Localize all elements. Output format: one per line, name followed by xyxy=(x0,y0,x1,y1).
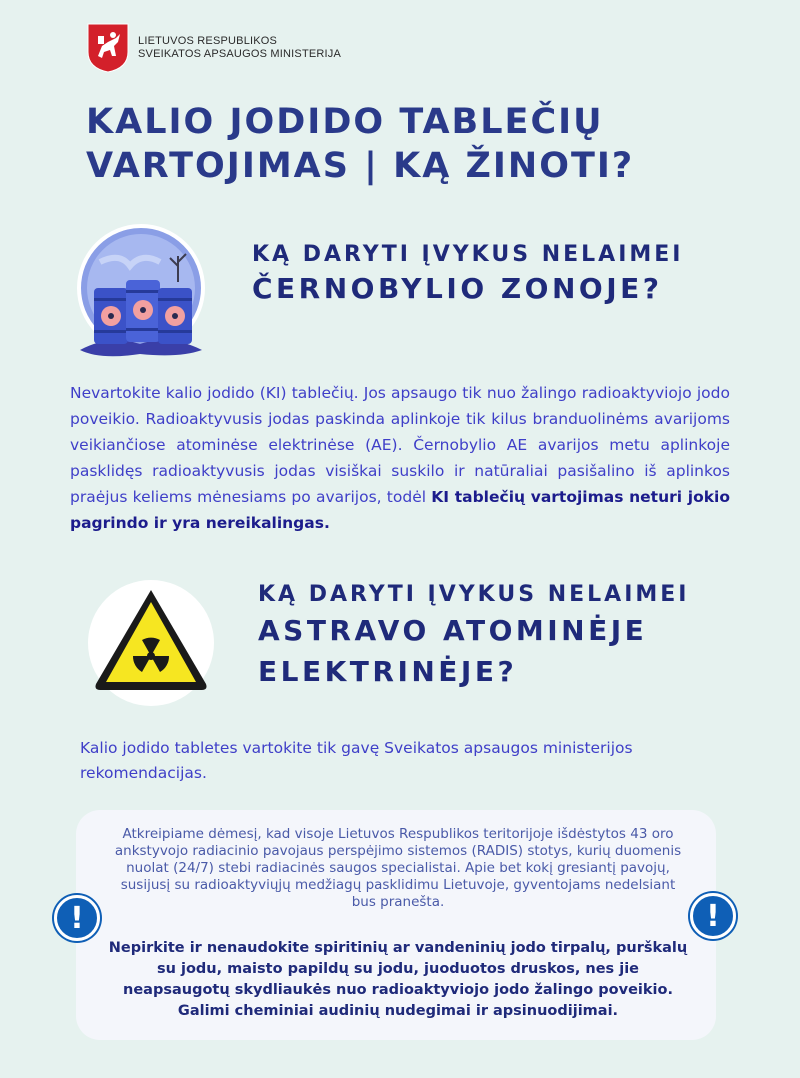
section1-body-emphasis: KI tablečių vartojimas neturi jokio pagrindo ir yra nereikalingas. xyxy=(70,488,730,532)
ministry-line-2: SVEIKATOS APSAUGOS MINISTERIJA xyxy=(138,48,342,60)
coat-of-arms-icon xyxy=(86,22,130,74)
page-title xyxy=(86,100,726,188)
section1-body xyxy=(70,380,730,536)
ministry-name xyxy=(138,35,341,61)
section2-body: Kalio jodido tabletes vartokite tik gavę Sveikatos apsaugos ministerijos rekomendacijas. xyxy=(80,739,633,782)
section1-heading-line-1: KĄ DARYTI ĮVYKUS NELAIMEI xyxy=(252,242,684,267)
section1-body-text: Nevartokite kalio jodido (KI) tablečių. Jos apsaugo tik nuo žalingo radioaktyviojo jodo poveikio. Radioaktyvusis jodas paskinda aplinkoje tik kilus branduolinėms avarijoms veikiančiose atominėse elektrinėse (AE). Černobylio AE avarijos metu aplinkoje pasklidęs radioaktyvusis jodas visiškai suskilo ir natūraliai pasišalino iš aplinkos praėjus keliems mėnesiams po avarijos, todėl xyxy=(70,384,730,506)
ministry-line-1: LIETUVOS RESPUBLIKOS xyxy=(138,35,278,47)
exclamation-icon-left: ! xyxy=(54,895,100,941)
notice-text-radis: Atkreipiame dėmesį, kad visoje Lietuvos Respublikos teritorijoje išdėstytos 43 oro ankstyvojo radiacinio pavojaus perspėjimo sistemos (RADIS) stotys, kurių duomenis nuolat (24/7) stebi radiacinės saugos specialistai. Apie bet kokį gresiantį pavojų, susijusį su radioaktyviųjų medžiagų pasklidimu Lietuvoje, gyventojams nedelsiant bus pranešta. xyxy=(114,826,682,910)
radioactive-barrels-icon xyxy=(70,222,212,364)
section2-heading-line-1: KĄ DARYTI ĮVYKUS NELAIMEI xyxy=(258,582,690,607)
ministry-logo xyxy=(86,22,341,74)
title-line-2: VARTOJIMAS | KĄ ŽINOTI? xyxy=(86,146,635,186)
title-line-1: KALIO JODIDO TABLEČIŲ xyxy=(86,102,604,142)
radiation-warning-icon xyxy=(86,578,216,708)
section1-heading-line-2: ČERNOBYLIO ZONOJE? xyxy=(252,272,663,305)
section2-heading-line-2: ASTRAVO ATOMINĖJE xyxy=(258,614,648,647)
section2-heading-line-3: ELEKTRINĖJE? xyxy=(258,655,518,688)
notice-text-warning: Nepirkite ir nenaudokite spiritinių ar vandeninių jodo tirpalų, purškalų su jodu, maisto papildų su jodu, juoduotos druskos, nes jie neapsaugotų skydliaukės nuo radioaktyviojo jodo žalingo poveikio. Galimi cheminiai audinių nudegimai ir apsinuodijimai. xyxy=(108,940,688,1019)
exclamation-icon-right: ! xyxy=(690,893,736,939)
